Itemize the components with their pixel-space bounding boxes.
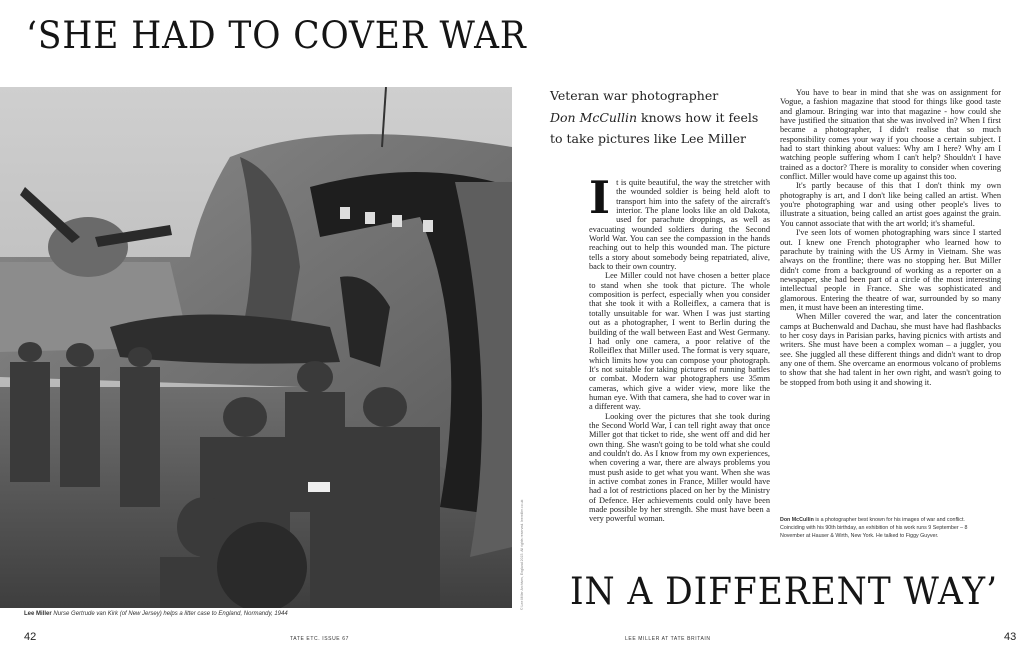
bio-name: Don McCullin: [780, 517, 814, 523]
running-footer-right: LEE MILLER AT TATE BRITAIN: [625, 636, 711, 642]
article-paragraph: Looking over the pictures that she took during the Second World War, I can tell right away that once Miller got that ticket to ride, she went off and did her own thing. She wasn't going to be told what she could and couldn't do. As I know from my own experiences, when covering a war, there are always problems you must push aside to get what you want. When she was in active combat zones in France, Miller would have had a lot of restrictions placed on her by the Ministry of Defence. Her achievements could only have been made possible by her strength. She must have been a very powerful woman.: [589, 411, 770, 524]
page-number-right: 43: [1004, 631, 1017, 643]
window: [365, 212, 375, 224]
photo-credit: © Lee Miller Archives, England 2015. All rights reserved. leemiller.co.uk: [520, 499, 524, 610]
page-number-left: 42: [24, 631, 37, 643]
article-paragraph: It's partly because of this that I don't think my own photography is art, and I don't like being called an artist. When you're photographing war and using other people's lives to illustrate a situation, being called an artist goes against the grain. You cannot associate that with the art world; it's shameful.: [780, 181, 1001, 228]
window: [340, 207, 350, 219]
author-bio: [780, 516, 980, 540]
photo-caption: [24, 611, 288, 617]
running-footer-left: TATE ETC. ISSUE 67: [290, 636, 349, 642]
article-column-right: [780, 88, 1001, 387]
article-paragraph: [589, 171, 770, 272]
armband: [308, 482, 330, 492]
article-column-left: [589, 171, 770, 524]
headline-top: ‘SHE HAD TO COVER WAR: [26, 14, 527, 57]
caption-title: Nurse Gertrude van Kirk (of New Jersey) helps a litter case to England, Normandy, 1944: [53, 611, 288, 617]
caption-photographer: Lee Miller: [24, 611, 52, 617]
article-paragraph: Lee Miller could not have chosen a better place to stand when she took that picture. The whole composition is perfect, especially when you consider that she took it with a Rolleiflex, a camera that is totally unsuitable for war. When I was just starting out as a photographer, I went to Berlin during the building of the wall between East and West Germany. I had only one camera, a poor relative of the Rolleiflex that Miller used. The format is very square, which limits how you can compose your photograph. It's not suitable for taking pictures of running battles or combat. Modern war photographers use 35mm cameras, which give a wider view, more like the human eye. With that camera, she had to cover war in a different way.: [589, 271, 770, 412]
feature-photograph: [0, 87, 512, 608]
headline-bottom: IN A DIFFERENT WAY’: [570, 570, 998, 613]
article-paragraph: You have to bear in mind that she was on assignment for Vogue, a fashion magazine that stood for things like good taste and glamour. Bringing war into that magazine - how could she have justified the situation that she was involved in? When I first became a photographer, I didn't realise that so much responsibility comes your way if you choose a certain subject. I had to start thinking about values: Why am I here? Why am I watching people suffering whom I can't help? Shouldn't I have trained as a doctor? There is morality to consider when covering conflict. Miller would have come up against this too.: [780, 88, 1001, 182]
article-paragraph: When Miller covered the war, and later the concentration camps at Buchenwald and Dachau, she must have had flashbacks to her cosy days in Parisian parks, having picnics with artists and writers. She must have been a complex woman – a juggler, you see. She juggled all these different things and didn't want to drop any one of them. She overcame an enormous volcano of problems to show that she had talent in her own right, and wasn't going to be stopped from both using it and showing it.: [780, 312, 1001, 387]
standfirst-line-3: to take pictures like Lee Miller: [550, 131, 746, 146]
standfirst-line-1: Veteran war photographer: [550, 88, 719, 103]
window: [392, 215, 402, 227]
photo-illustration: [0, 87, 512, 608]
standfirst-line-2: knows how it feels: [637, 109, 759, 125]
standfirst: [550, 85, 780, 150]
paragraph-text: t is quite beautiful, the way the stretcher with the wounded soldier is being held aloft to transport him into the safety of the aircraft's interior. The plane looks like an old Dakota, used for parachute droppings, as well as evacuating wounded soldiers during the Second World War. You can see the compassion in the hands reaching out to help this wounded man. The picture tells a story about somebody being repatriated, alive, back to their own country.: [589, 178, 770, 272]
drop-cap: I: [589, 171, 611, 224]
article-paragraph: I've seen lots of women photographing wars since I started out. I knew one French photographer who learned how to parachute by training with the US Army in Vietnam. She was always on the frontline; there was no stopping her. But Miller didn't come from a background of working as a reporter on a newspaper, she had been part of a circle of the most interesting intellectual people in France. She was sophisticated and glamorous. Entering the theatre of war, surrounded by so many men, it must have been an interesting time.: [780, 228, 1001, 312]
standfirst-author: Don McCullin: [550, 109, 638, 125]
bio-text: is a photographer best known for his images of war and conflict. Coinciding with his 90th birthday, an exhibition of his work runs 9 September – 8 November at Hauser & Wirth, New York. He talked to Figgy Guyver.: [780, 517, 968, 539]
window: [423, 220, 433, 232]
